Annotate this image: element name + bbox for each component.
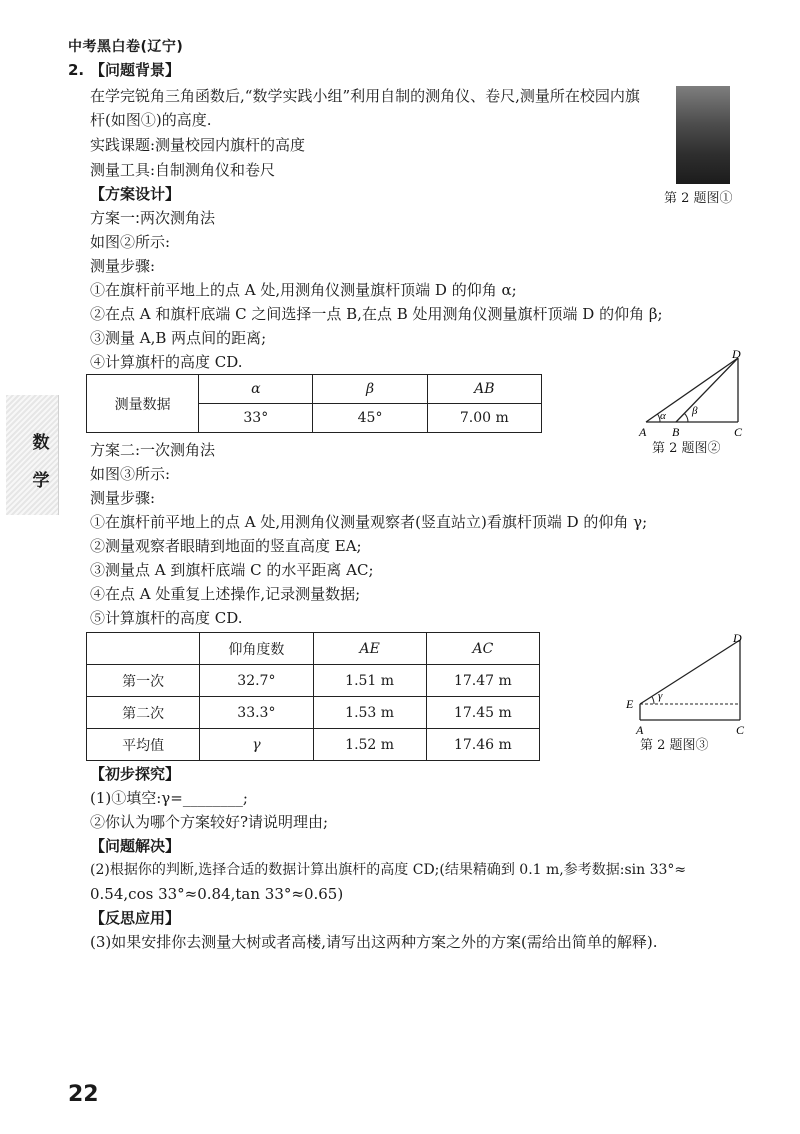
- plan-2-row-1-label: 第一次: [87, 665, 200, 697]
- plan-2-step-2: ②测量观察者眼睛到地面的竖直高度 EA;: [90, 537, 362, 555]
- plan-2-header-ac: AC: [426, 633, 539, 665]
- plan-1-step-2: ②在点 A 和旗杆底端 C 之间选择一点 B,在点 B 处用测角仪测量旗杆顶端 D 的仰角 β;: [90, 305, 663, 323]
- table-row: [87, 729, 540, 761]
- figure-3-diagram: [618, 628, 768, 738]
- plan-1-header-ab: AB: [427, 375, 541, 404]
- plan-1-see-figure: 如图②所示:: [90, 233, 171, 251]
- plan-2-row-1-angle: 32.7°: [200, 665, 313, 697]
- plan-2-step-1: ①在旗杆前平地上的点 A 处,用测角仪测量观察者(竖直站立)看旗杆顶端 D 的仰角 γ;: [90, 513, 648, 531]
- question-1-part-2: ②你认为哪个方案较好?请说明理由;: [90, 813, 329, 831]
- page-number: 22: [68, 1082, 99, 1107]
- plan-1-data-table: [86, 374, 542, 433]
- background-text-line-2: 杆(如图①)的高度.: [90, 111, 212, 129]
- plan-2-header-empty: [87, 633, 200, 665]
- subject-label-char-2: 学: [32, 471, 50, 491]
- plan-2-row-2-angle: 33.3°: [200, 697, 313, 729]
- question-3: (3)如果安排你去测量大树或者高楼,请写出这两种方案之外的方案(需给出简单的解释).: [90, 933, 658, 951]
- background-text-line-1: 在学完锐角三角函数后,“数学实践小组”利用自制的测角仪、卷尺,测量所在校园内旗: [90, 87, 640, 105]
- fig2-label-b: B: [672, 425, 680, 439]
- plan-2-row-2-label: 第二次: [87, 697, 200, 729]
- fig2-label-a: A: [639, 425, 647, 439]
- fig3-label-e: E: [626, 697, 634, 711]
- flagpole-photo: [676, 86, 730, 184]
- plan-1-value-beta: 45°: [313, 404, 427, 433]
- fig2-label-beta: β: [692, 405, 698, 417]
- question-2-line-2: 0.54,cos 33°≈0.84,tan 33°≈0.65): [90, 885, 344, 903]
- plan-1-value-ab: 7.00 m: [427, 404, 541, 433]
- subject-label: [30, 424, 52, 500]
- plan-2-row-3-angle: γ: [200, 729, 313, 761]
- question-2-line-1: (2)根据你的判断,选择合适的数据计算出旗杆的高度 CD;(结果精确到 0.1 m,参考数据:sin 33°≈: [90, 862, 687, 878]
- plan-2-step-5: ⑤计算旗杆的高度 CD.: [90, 609, 243, 627]
- plan-2-header-angle: 仰角度数: [200, 633, 313, 665]
- plan-1-title: 方案一:两次测角法: [90, 209, 216, 227]
- plan-2-row-3-ac: 17.46 m: [426, 729, 539, 761]
- plan-1-row-header: 测量数据: [87, 375, 199, 433]
- subject-label-char-1: 数: [32, 433, 50, 453]
- plan-2-title: 方案二:一次测角法: [90, 441, 216, 459]
- plan-1-steps-title: 测量步骤:: [90, 257, 156, 275]
- plan-2-see-figure: 如图③所示:: [90, 465, 171, 483]
- plan-2-header-ae: AE: [313, 633, 426, 665]
- section-background-heading: 【问题背景】: [90, 61, 181, 79]
- plan-1-header-beta: β: [313, 375, 427, 404]
- plan-2-row-3-ae: 1.52 m: [313, 729, 426, 761]
- table-row: [87, 697, 540, 729]
- plan-2-row-2-ae: 1.53 m: [313, 697, 426, 729]
- problem-number: 2.: [68, 61, 85, 79]
- section-reflect-heading: 【反思应用】: [90, 909, 181, 927]
- fig2-label-d: D: [732, 347, 741, 361]
- section-design-heading: 【方案设计】: [90, 185, 181, 203]
- plan-2-step-3: ③测量点 A 到旗杆底端 C 的水平距离 AC;: [90, 561, 374, 579]
- question-1-part-1: (1)①填空:γ=________;: [90, 789, 248, 807]
- plan-2-row-3-label: 平均值: [87, 729, 200, 761]
- fig3-label-d: D: [733, 631, 742, 645]
- figure-2-caption: 第 2 题图②: [652, 441, 721, 456]
- plan-1-value-alpha: 33°: [199, 404, 313, 433]
- fig2-label-alpha: α: [660, 410, 666, 422]
- plan-2-row-1-ac: 17.47 m: [426, 665, 539, 697]
- plan-2-row-1-ae: 1.51 m: [313, 665, 426, 697]
- figure-1-caption: 第 2 题图①: [664, 191, 733, 206]
- table-row: [87, 665, 540, 697]
- section-solve-heading: 【问题解决】: [90, 837, 181, 855]
- plan-1-step-1: ①在旗杆前平地上的点 A 处,用测角仪测量旗杆顶端 D 的仰角 α;: [90, 281, 517, 299]
- fig3-label-gamma: γ: [658, 690, 663, 702]
- practice-topic: 实践课题:测量校园内旗杆的高度: [90, 136, 306, 154]
- plan-2-data-table: [86, 632, 540, 761]
- section-explore-heading: 【初步探究】: [90, 765, 181, 783]
- fig3-label-a: A: [636, 723, 644, 737]
- plan-1-step-4: ④计算旗杆的高度 CD.: [90, 353, 243, 371]
- plan-2-steps-title: 测量步骤:: [90, 489, 156, 507]
- figure-3-caption: 第 2 题图③: [640, 738, 709, 753]
- measuring-tools: 测量工具:自制测角仪和卷尺: [90, 161, 276, 179]
- header-title: 中考黑白卷(辽宁): [68, 39, 184, 55]
- fig2-label-c: C: [734, 425, 743, 439]
- plan-1-header-alpha: α: [199, 375, 313, 404]
- fig3-label-c: C: [736, 723, 745, 737]
- plan-2-step-4: ④在点 A 处重复上述操作,记录测量数据;: [90, 585, 361, 603]
- figure-2-diagram: [620, 340, 760, 440]
- plan-2-row-2-ac: 17.45 m: [426, 697, 539, 729]
- plan-1-step-3: ③测量 A,B 两点间的距离;: [90, 329, 267, 347]
